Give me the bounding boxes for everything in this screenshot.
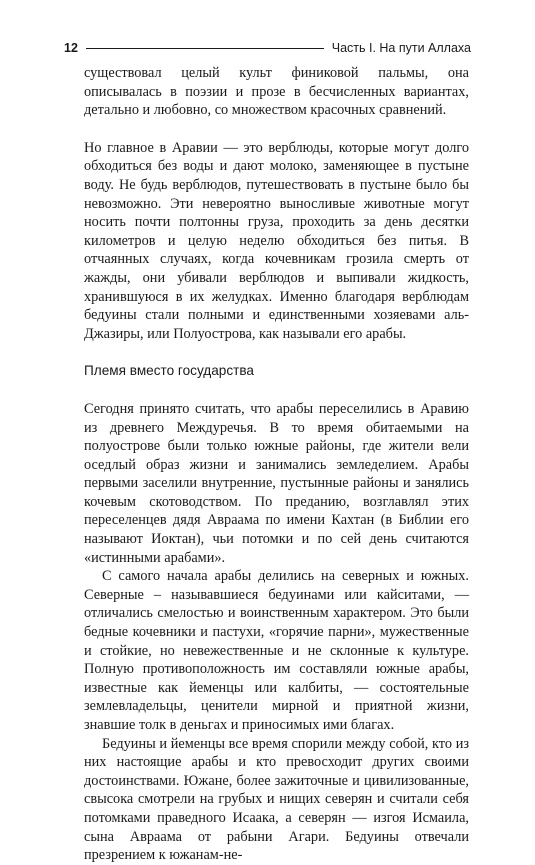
page-number: 12: [64, 41, 78, 55]
section-heading: Племя вместо государства: [84, 363, 254, 379]
paragraph: Но главное в Аравии — это верблюды, которые могут долго обходиться без воды и дают молоко, заменяющее в пустыне воду. Не будь верблюдов, путешествовать в пустыне было бы невозможно. Эти невероятно выносливые животные могут носить почти полтонны груза, проходить за день десятки километров и целую неделю обходиться без питья. В отчаянных случаях, когда кочевникам грозила смерть от жажды, они убивали верблюдов и выпивали жидкость, хранившуюся в их желудках. Именно благодаря верблюдам бедуины стали полными и единственными хозяевами аль-Джазиры, или Полуострова, как называли его арабы.: [84, 139, 469, 342]
section-gap: [84, 343, 469, 362]
section-gap: [84, 381, 469, 400]
paragraph: Сегодня принято считать, что арабы переселились в Аравию из древнего Междуречья. В то время обитаемыми на полуострове были только южные районы, где жители вели оседлый образ жизни и занимались земледелием. Арабы первыми заселили внутренние, пустынные районы и занялись кочевым скотоводством. По преданию, возглавлял этих переселенцев дядя Авраама по имени Кахтан (в Библии его называют Иоктан), чьи потомки и по сей день считаются «истинными арабами».: [84, 400, 469, 566]
running-header: [64, 39, 471, 57]
paragraph: Бедуины и йеменцы все время спорили между собой, кто из них настоящие арабы и кто превосходит других своими достоинствами. Южане, более зажиточные и цивилизованные, свысока смотрели на грубых и нищих северян и считали себя потомками праведного Исаака, а северян — изгоя Исмаила, сына Авраама от рабыни Агари. Бедуины отвечали презрением к южанам-не-: [84, 735, 469, 864]
paragraph: С самого начала арабы делились на северных и южных. Северные – называвшиеся бедуинами или кайситами, — отличались смелостью и воинственным характером. Это были бедные кочевники и пастухи, «горячие парни», мужественные и стойкие, но невежественные и не склонные к культуре. Полную противоположность им составляли южные арабы, известные как йеменцы или калбиты, — состоятельные землевладельцы, ценители мирной и приятной жизни, знавшие толк в деньгах и приносимых ими благах.: [84, 568, 469, 733]
header-rule: [86, 48, 324, 49]
running-title: Часть I. На пути Аллаха: [331, 41, 471, 55]
paragraph: существовал целый культ финиковой пальмы, она описывалась в поэзии и прозе в бесчисленных вариантах, детально и любовно, со множеством красочных сравнений.: [84, 65, 469, 119]
page-body: [84, 64, 469, 865]
paragraph-gap: [84, 120, 469, 139]
